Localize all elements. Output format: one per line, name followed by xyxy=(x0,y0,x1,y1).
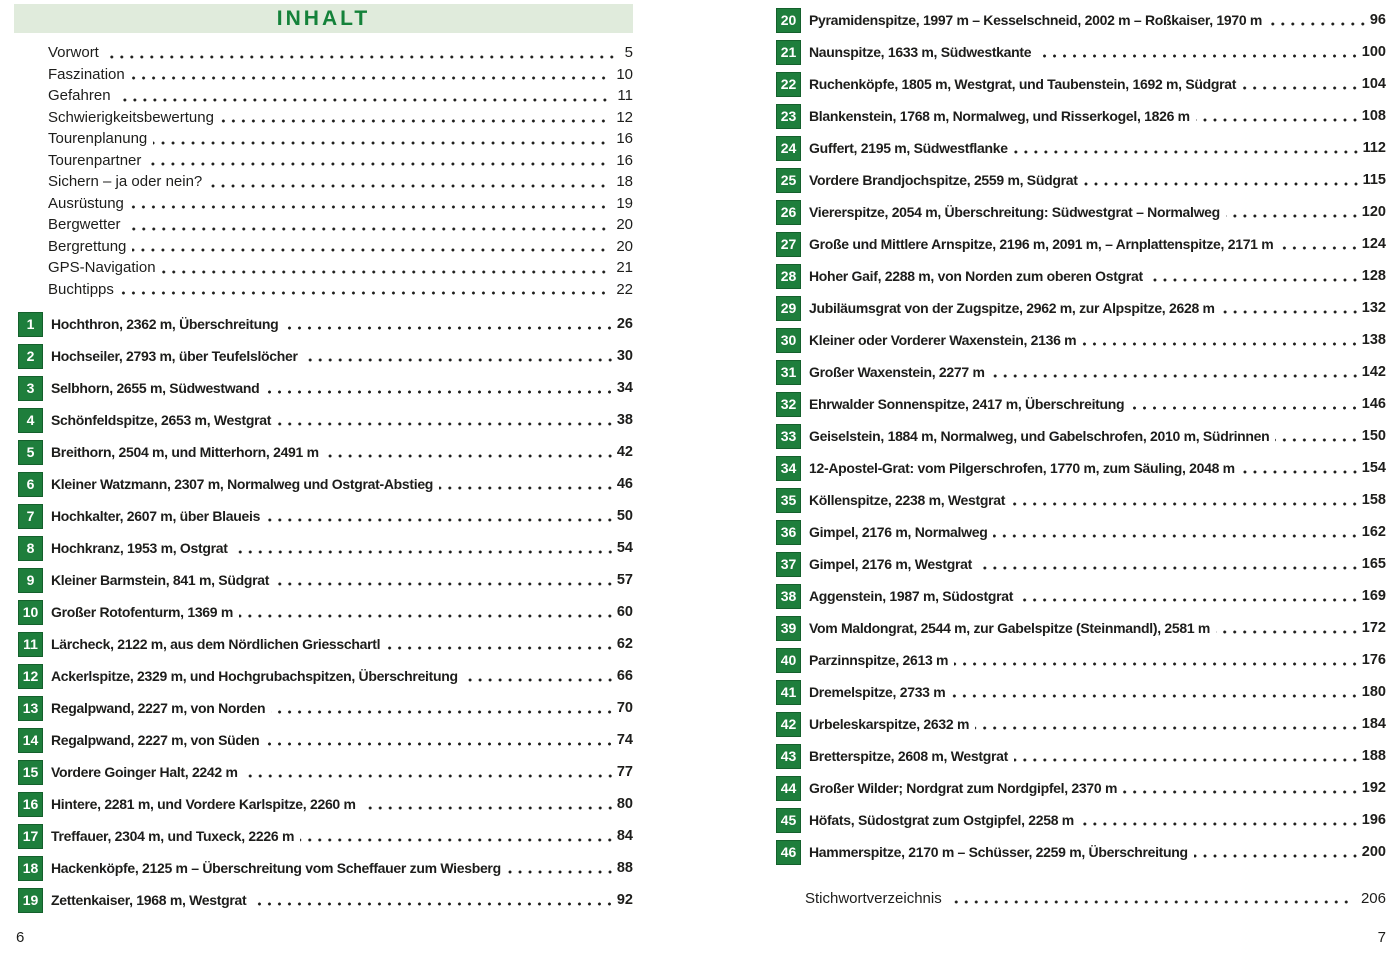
dot-leader xyxy=(1275,429,1359,443)
toc-entry-row xyxy=(14,564,633,596)
toc-front-row xyxy=(48,64,633,86)
tour-page-number: 112 xyxy=(1362,140,1386,156)
tour-page-number: 150 xyxy=(1361,428,1386,444)
toc-front-row xyxy=(48,42,633,64)
toc-entry-row xyxy=(772,4,1386,36)
dot-leader xyxy=(234,541,615,555)
tour-page-number: 46 xyxy=(616,476,633,492)
tour-title: Schönfeldspitze, 2653 m, Westgrat xyxy=(51,412,272,428)
dot-leader xyxy=(266,509,615,523)
tour-number-badge: 14 xyxy=(18,728,43,753)
tour-page-number: 60 xyxy=(616,604,633,620)
tour-number-badge: 39 xyxy=(776,616,801,641)
toc-front-page-number: 10 xyxy=(616,65,633,83)
tour-number-badge: 12 xyxy=(18,664,43,689)
tour-page-number: 38 xyxy=(616,412,633,428)
dot-leader xyxy=(978,557,1360,571)
tour-title: 12-Apostel-Grat: vom Pilgerschrofen, 1770 m, zum Säuling, 2048 m xyxy=(809,460,1235,476)
dot-leader xyxy=(265,733,615,747)
dot-leader xyxy=(1268,13,1368,27)
tour-number-badge: 2 xyxy=(18,344,43,369)
tour-page-number: 54 xyxy=(616,540,633,556)
tour-page-number: 96 xyxy=(1369,12,1386,28)
dot-leader xyxy=(1149,269,1360,283)
tour-number-badge: 38 xyxy=(776,584,801,609)
dot-leader xyxy=(1221,301,1360,315)
dot-leader xyxy=(386,637,615,651)
toc-entry-row xyxy=(772,516,1386,548)
tour-title: Vordere Brandjochspitze, 2559 m, Südgrat xyxy=(809,172,1078,188)
toc-entry-row xyxy=(772,836,1386,868)
tour-page-number: 200 xyxy=(1361,844,1386,860)
toc-entry-row xyxy=(14,500,633,532)
tour-title: Zettenkaiser, 1968 m, Westgrat xyxy=(51,892,247,908)
dot-leader xyxy=(1196,109,1360,123)
tour-title: Selbhorn, 2655 m, Südwestwand xyxy=(51,380,260,396)
dot-leader xyxy=(954,653,1360,667)
tour-title: Ackerlspitze, 2329 m, und Hochgrubachspitzen, Überschreitung xyxy=(51,668,458,684)
dot-leader xyxy=(132,239,608,253)
page-folio-left: 6 xyxy=(16,929,25,946)
toc-entry-row xyxy=(772,580,1386,612)
dot-leader xyxy=(1080,813,1360,827)
tour-title: Ehrwalder Sonnenspitze, 2417 m, Überschreitung xyxy=(809,396,1125,412)
index-entry-row xyxy=(805,882,1386,914)
tour-title: Dremelspitze, 2733 m xyxy=(809,684,946,700)
dot-leader xyxy=(1082,333,1359,347)
toc-entry-row xyxy=(14,436,633,468)
toc-front-label: Bergrettung xyxy=(48,237,127,255)
tour-number-badge: 37 xyxy=(776,552,801,577)
dot-leader xyxy=(208,175,608,189)
toc-entry-row xyxy=(14,404,633,436)
tour-title: Hintere, 2281 m, und Vordere Karlspitze, 2260 m xyxy=(51,796,356,812)
page-folio-right: 7 xyxy=(1377,929,1386,946)
tour-title: Guffert, 2195 m, Südwestflanke xyxy=(809,140,1008,156)
dot-leader xyxy=(162,261,609,275)
tour-page-number: 92 xyxy=(616,892,633,908)
dot-leader xyxy=(244,765,615,779)
toc-entry-row xyxy=(772,132,1386,164)
tour-number-badge: 5 xyxy=(18,440,43,465)
toc-entry-row xyxy=(772,740,1386,772)
toc-entry-row xyxy=(772,292,1386,324)
dot-leader xyxy=(1123,781,1360,795)
tour-page-number: 115 xyxy=(1362,172,1386,188)
tour-number-badge: 18 xyxy=(18,856,43,881)
tour-title: Regalpwand, 2227 m, von Süden xyxy=(51,732,260,748)
tour-page-number: 84 xyxy=(616,828,633,844)
tour-title: Kleiner oder Vorderer Waxenstein, 2136 m xyxy=(809,332,1077,348)
toc-entry-row xyxy=(14,372,633,404)
tour-page-number: 154 xyxy=(1361,460,1386,476)
tour-number-badge: 31 xyxy=(776,360,801,385)
tour-number-badge: 27 xyxy=(776,232,801,257)
tour-number-badge: 16 xyxy=(18,792,43,817)
tour-page-number: 188 xyxy=(1361,748,1386,764)
toc-front-row xyxy=(48,85,633,107)
tour-title: Kleiner Barmstein, 841 m, Südgrat xyxy=(51,572,270,588)
toc-front-page-number: 16 xyxy=(616,151,633,169)
toc-entry-row xyxy=(14,884,633,916)
toc-entry-row xyxy=(772,484,1386,516)
dot-leader xyxy=(277,413,615,427)
tour-page-number: 120 xyxy=(1361,204,1386,220)
tour-page-number: 88 xyxy=(616,860,633,876)
tour-number-badge: 15 xyxy=(18,760,43,785)
tour-list-left xyxy=(14,308,633,916)
tour-title: Viererspitze, 2054 m, Überschreitung: Südwestgrat – Normalweg xyxy=(809,204,1220,220)
toc-front-label: Vorwort xyxy=(48,44,99,62)
dot-leader xyxy=(120,282,608,296)
tour-number-badge: 32 xyxy=(776,392,801,417)
tour-title: Kleiner Watzmann, 2307 m, Normalweg und Ostgrat-Abstieg xyxy=(51,476,434,492)
toc-front-page-number: 12 xyxy=(616,108,633,126)
tour-page-number: 77 xyxy=(616,764,633,780)
tour-page-number: 66 xyxy=(616,668,633,684)
toc-entry-row xyxy=(14,596,633,628)
toc-front-row xyxy=(48,150,633,172)
toc-entry-row xyxy=(772,388,1386,420)
toc-entry-row xyxy=(772,356,1386,388)
dot-leader xyxy=(975,717,1360,731)
tour-title: Pyramidenspitze, 1997 m – Kesselschneid, 2002 m – Roßkaiser, 1970 m xyxy=(809,12,1263,28)
dot-leader xyxy=(265,381,615,395)
toc-entry-row xyxy=(772,612,1386,644)
toc-front-page-number: 11 xyxy=(617,87,633,105)
toc-entry-row xyxy=(772,420,1386,452)
toc-entry-row xyxy=(14,692,633,724)
toc-front-page-number: 16 xyxy=(616,130,633,148)
dot-leader xyxy=(507,861,615,875)
toc-front-row xyxy=(48,214,633,236)
toc-entry-row xyxy=(14,820,633,852)
tour-number-badge: 30 xyxy=(776,328,801,353)
dot-leader xyxy=(1216,621,1360,635)
dot-leader xyxy=(275,573,615,587)
toc-entry-row xyxy=(772,260,1386,292)
tour-title: Aggenstein, 1987 m, Südostgrat xyxy=(809,588,1014,604)
tour-page-number: 172 xyxy=(1361,620,1386,636)
tour-title: Jubiläumsgrat von der Zugspitze, 2962 m, zur Alpspitze, 2628 m xyxy=(809,300,1215,316)
toc-front-label: Tourenpartner xyxy=(48,151,142,169)
tour-page-number: 128 xyxy=(1361,268,1386,284)
tour-title: Ruchenköpfe, 1805 m, Westgrat, und Taubenstein, 1692 m, Südgrat xyxy=(809,76,1237,92)
tour-title: Vom Maldongrat, 2544 m, zur Gabelspitze (Steinmandl), 2581 m xyxy=(809,620,1211,636)
tour-number-badge: 9 xyxy=(18,568,43,593)
tour-number-badge: 46 xyxy=(776,840,801,865)
tour-page-number: 57 xyxy=(616,572,633,588)
tour-title: Hochseiler, 2793 m, über Teufelslöcher xyxy=(51,348,298,364)
tour-page-number: 100 xyxy=(1361,44,1386,60)
tour-title: Großer Wilder; Nordgrat zum Nordgipfel, 2370 m xyxy=(809,780,1118,796)
tour-title: Vordere Goinger Halt, 2242 m xyxy=(51,764,238,780)
tour-number-badge: 42 xyxy=(776,712,801,737)
tour-number-badge: 20 xyxy=(776,8,801,33)
toc-front-page-number: 22 xyxy=(616,280,633,298)
tour-title: Bretterspitze, 2608 m, Westgrat xyxy=(809,748,1008,764)
tour-number-badge: 8 xyxy=(18,536,43,561)
tour-title: Parzinnspitze, 2613 m xyxy=(809,652,949,668)
toc-front-row xyxy=(48,171,633,193)
tour-number-badge: 26 xyxy=(776,200,801,225)
dot-leader xyxy=(1019,589,1360,603)
tour-title: Große und Mittlere Arnspitze, 2196 m, 2091 m, – Arnplattenspitze, 2171 m xyxy=(809,236,1274,252)
dot-leader xyxy=(439,477,615,491)
dot-leader xyxy=(105,46,617,60)
tour-title: Hammerspitze, 2170 m – Schüsser, 2259 m, Überschreitung xyxy=(809,844,1188,860)
tour-page-number: 176 xyxy=(1361,652,1386,668)
toc-front-page-number: 19 xyxy=(616,194,633,212)
tour-page-number: 196 xyxy=(1361,812,1386,828)
toc-front-label: Gefahren xyxy=(48,87,111,105)
tour-page-number: 62 xyxy=(616,636,633,652)
tour-title: Hackenköpfe, 2125 m – Überschreitung vom Scheffauer zum Wiesberg xyxy=(51,860,501,876)
tour-number-badge: 4 xyxy=(18,408,43,433)
tour-title: Großer Waxenstein, 2277 m xyxy=(809,364,985,380)
toc-entry-row xyxy=(772,676,1386,708)
toc-entry-row xyxy=(772,708,1386,740)
dot-leader xyxy=(1241,461,1360,475)
dot-leader xyxy=(1037,45,1360,59)
index-page-number: 206 xyxy=(1360,889,1386,907)
toc-entry-row xyxy=(772,164,1386,196)
toc-entry-row xyxy=(772,68,1386,100)
tour-number-badge: 23 xyxy=(776,104,801,129)
tour-number-badge: 22 xyxy=(776,72,801,97)
tour-page-number: 30 xyxy=(616,348,633,364)
tour-page-number: 146 xyxy=(1361,396,1386,412)
toc-entry-row xyxy=(14,756,633,788)
toc-entry-row xyxy=(772,228,1386,260)
tour-number-badge: 29 xyxy=(776,296,801,321)
dot-leader xyxy=(131,67,609,81)
toc-front-label: Ausrüstung xyxy=(48,194,124,212)
toc-front-label: Schwierigkeitsbewertung xyxy=(48,108,214,126)
tour-page-number: 169 xyxy=(1361,588,1386,604)
toc-entry-row xyxy=(14,660,633,692)
tour-title: Treffauer, 2304 m, und Tuxeck, 2226 m xyxy=(51,828,295,844)
tour-title: Blankenstein, 1768 m, Normalweg, und Risserkogel, 1826 m xyxy=(809,108,1190,124)
dot-leader xyxy=(362,797,615,811)
tour-number-badge: 35 xyxy=(776,488,801,513)
dot-leader xyxy=(1014,749,1360,763)
toc-entry-row xyxy=(772,452,1386,484)
tour-number-badge: 28 xyxy=(776,264,801,289)
toc-entry-row xyxy=(14,340,633,372)
tour-number-badge: 13 xyxy=(18,696,43,721)
tour-page-number: 80 xyxy=(616,796,633,812)
toc-front-row xyxy=(48,107,633,129)
toc-entry-row xyxy=(14,308,633,340)
toc-front-page-number: 21 xyxy=(616,259,633,277)
tour-title: Gimpel, 2176 m, Normalweg xyxy=(809,524,988,540)
dot-leader xyxy=(1242,77,1360,91)
dot-leader xyxy=(300,829,615,843)
tour-number-badge: 1 xyxy=(18,312,43,337)
dot-leader xyxy=(948,891,1351,905)
dot-leader xyxy=(284,317,614,331)
tour-number-badge: 34 xyxy=(776,456,801,481)
tour-page-number: 124 xyxy=(1361,236,1386,252)
tour-page-number: 132 xyxy=(1361,300,1386,316)
dot-leader xyxy=(304,349,615,363)
toc-entry-row xyxy=(14,788,633,820)
tour-page-number: 104 xyxy=(1361,76,1386,92)
tour-page-number: 138 xyxy=(1361,332,1386,348)
toc-entry-row xyxy=(14,468,633,500)
tour-number-badge: 19 xyxy=(18,888,43,913)
tour-number-badge: 3 xyxy=(18,376,43,401)
toc-entry-row xyxy=(772,644,1386,676)
toc-front-page-number: 20 xyxy=(616,237,633,255)
tour-title: Hochthron, 2362 m, Überschreitung xyxy=(51,316,279,332)
tour-page-number: 165 xyxy=(1361,556,1386,572)
toc-entry-row xyxy=(14,628,633,660)
tour-page-number: 180 xyxy=(1361,684,1386,700)
toc-front-page-number: 20 xyxy=(616,216,633,234)
toc-entry-row xyxy=(772,324,1386,356)
tour-number-badge: 45 xyxy=(776,808,801,833)
dot-leader xyxy=(127,218,609,232)
dot-leader xyxy=(252,893,614,907)
toc-front-row xyxy=(48,193,633,215)
toc-front-label: Tourenplanung xyxy=(48,130,148,148)
contents-header-band xyxy=(14,4,633,33)
index-label: Stichwortverzeichnis xyxy=(805,889,942,907)
tour-number-badge: 36 xyxy=(776,520,801,545)
toc-entry-row xyxy=(772,36,1386,68)
tour-title: Hochkalter, 2607 m, über Blaueis xyxy=(51,508,261,524)
toc-entry-row xyxy=(772,548,1386,580)
tour-title: Köllenspitze, 2238 m, Westgrat xyxy=(809,492,1006,508)
dot-leader xyxy=(1194,845,1360,859)
toc-front-row xyxy=(48,236,633,258)
tour-number-badge: 44 xyxy=(776,776,801,801)
tour-number-badge: 33 xyxy=(776,424,801,449)
toc-front-label: Faszination xyxy=(48,65,125,83)
dot-leader xyxy=(1226,205,1360,219)
tour-title: Großer Rotofenturm, 1369 m xyxy=(51,604,234,620)
toc-entry-row xyxy=(772,804,1386,836)
tour-number-badge: 25 xyxy=(776,168,801,193)
tour-number-badge: 10 xyxy=(18,600,43,625)
tour-number-badge: 24 xyxy=(776,136,801,161)
tour-title: Hoher Gaif, 2288 m, von Norden zum oberen Ostgrat xyxy=(809,268,1143,284)
tour-list-right xyxy=(772,4,1386,868)
dot-leader xyxy=(993,525,1359,539)
dot-leader xyxy=(951,685,1359,699)
toc-front-row xyxy=(48,128,633,150)
tour-title: Regalpwand, 2227 m, von Norden xyxy=(51,700,266,716)
tour-page-number: 192 xyxy=(1361,780,1386,796)
dot-leader xyxy=(1279,237,1359,251)
tour-number-badge: 6 xyxy=(18,472,43,497)
dot-leader xyxy=(991,365,1360,379)
dot-leader xyxy=(1011,493,1360,507)
dot-leader xyxy=(1014,141,1361,155)
tour-page-number: 184 xyxy=(1361,716,1386,732)
tour-page-number: 108 xyxy=(1361,108,1386,124)
dot-leader xyxy=(464,669,615,683)
toc-front-page-number: 18 xyxy=(616,173,633,191)
dot-leader xyxy=(239,605,615,619)
tour-title: Naunspitze, 1633 m, Südwestkante xyxy=(809,44,1032,60)
tour-number-badge: 43 xyxy=(776,744,801,769)
tour-number-badge: 17 xyxy=(18,824,43,849)
tour-title: Urbeleskarspitze, 2632 m xyxy=(809,716,970,732)
tour-page-number: 74 xyxy=(616,732,633,748)
toc-entry-row xyxy=(14,724,633,756)
tour-page-number: 50 xyxy=(616,508,633,524)
tour-number-badge: 40 xyxy=(776,648,801,673)
toc-entry-row xyxy=(14,532,633,564)
toc-front-row xyxy=(48,257,633,279)
toc-entry-row xyxy=(772,196,1386,228)
toc-entry-row xyxy=(14,852,633,884)
front-matter-list xyxy=(48,42,633,300)
tour-page-number: 162 xyxy=(1361,524,1386,540)
tour-title: Lärcheck, 2122 m, aus dem Nördlichen Griesschartl xyxy=(51,636,381,652)
dot-leader xyxy=(325,445,615,459)
dot-leader xyxy=(130,196,608,210)
tour-title: Hochkranz, 1953 m, Ostgrat xyxy=(51,540,228,556)
dot-leader xyxy=(1084,173,1361,187)
dot-leader xyxy=(117,89,610,103)
toc-front-label: Bergwetter xyxy=(48,216,121,234)
toc-front-row xyxy=(48,279,633,301)
tour-page-number: 34 xyxy=(616,380,633,396)
tour-title: Höfats, Südostgrat zum Ostgipfel, 2258 m xyxy=(809,812,1074,828)
toc-entry-row xyxy=(772,100,1386,132)
tour-title: Gimpel, 2176 m, Westgrat xyxy=(809,556,972,572)
toc-front-page-number: 5 xyxy=(624,44,633,62)
toc-front-label: Buchtipps xyxy=(48,280,114,298)
tour-page-number: 42 xyxy=(616,444,633,460)
tour-number-badge: 7 xyxy=(18,504,43,529)
tour-title: Breithorn, 2504 m, und Mitterhorn, 2491 m xyxy=(51,444,319,460)
tour-page-number: 70 xyxy=(616,700,633,716)
toc-front-label: GPS-Navigation xyxy=(48,259,156,277)
dot-leader xyxy=(153,132,608,146)
left-page-column xyxy=(14,4,633,908)
dot-leader xyxy=(271,701,615,715)
tour-page-number: 26 xyxy=(616,316,633,332)
toc-front-label: Sichern – ja oder nein? xyxy=(48,173,203,191)
tour-title: Geiselstein, 1884 m, Normalweg, und Gabelschrofen, 2010 m, Südrinnen xyxy=(809,428,1270,444)
tour-page-number: 158 xyxy=(1361,492,1386,508)
tour-page-number: 142 xyxy=(1361,364,1386,380)
tour-number-badge: 41 xyxy=(776,680,801,705)
tour-number-badge: 21 xyxy=(776,40,801,65)
contents-title: INHALT xyxy=(276,6,371,30)
toc-entry-row xyxy=(772,772,1386,804)
dot-leader xyxy=(147,153,608,167)
dot-leader xyxy=(1130,397,1360,411)
dot-leader xyxy=(220,110,608,124)
tour-number-badge: 11 xyxy=(18,632,43,657)
